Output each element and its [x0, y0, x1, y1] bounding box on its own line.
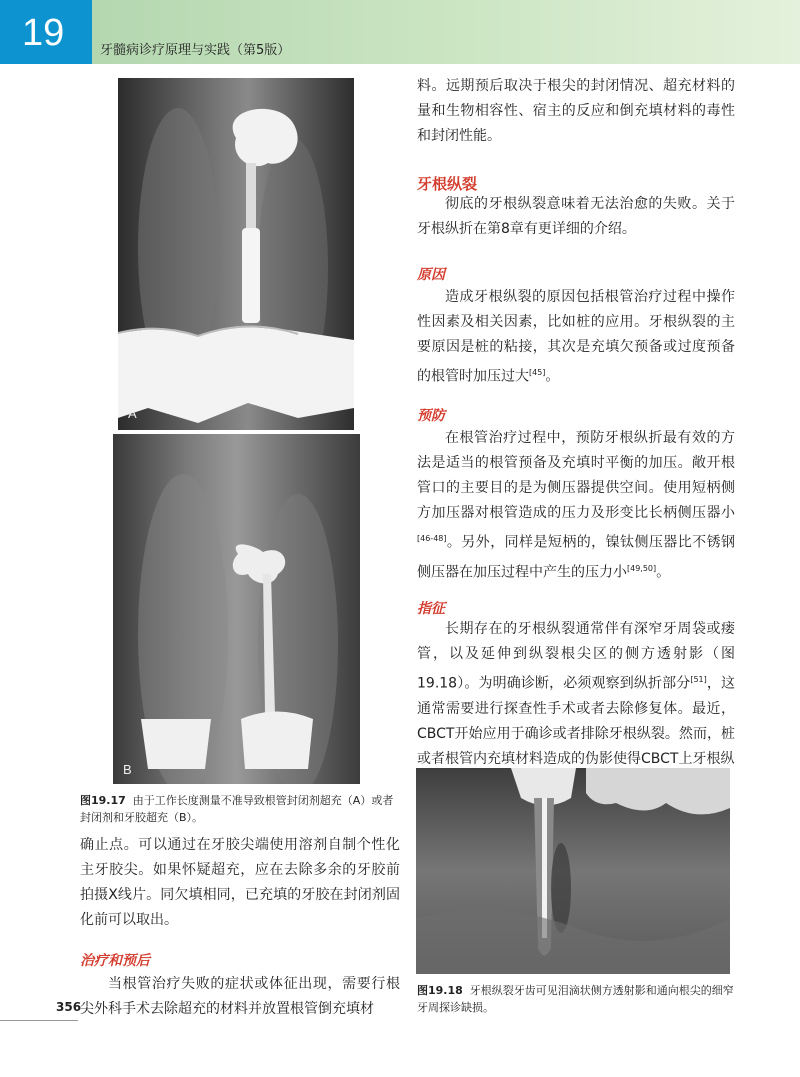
figure-label-a: A — [128, 406, 137, 421]
caption-number-2: 图19.18 — [417, 984, 463, 997]
left-paragraph-1: 确止点。可以通过在牙胶尖端使用溶剂自制个性化主牙胶尖。如果怀疑超充，应在去除多余的牙胶前拍摄X线片。同欠填相同，已充填的牙胶在封闭剂固化前可以取出。 — [80, 837, 400, 928]
page-number: 356 — [56, 1000, 82, 1014]
chapter-number: 19 — [22, 12, 65, 54]
xray-image-b — [113, 434, 360, 784]
figure-label-b: B — [123, 762, 132, 777]
heading-treatment-prognosis: 治疗和预后 — [80, 953, 150, 969]
caption-text: 由于工作长度测量不准导致根管封闭剂超充（A）或者封闭剂和牙胶超充（B）。 — [80, 794, 394, 824]
paragraph-cause: 造成牙根纵裂的原因包括根管治疗过程中操作性因素及相关因素，比如桩的应用。牙根纵裂的主要原因是桩的粘接，其次是充填欠预备或过度预备的根管时加压过大[45]。 — [417, 289, 735, 385]
page-header — [0, 0, 800, 64]
paragraph-prevention: 在根管治疗过程中，预防牙根纵折最有效的方法是适当的根管预备及充填时平衡的加压。敞开根管口的主要目的是为侧压器提供空间。使用短柄侧方加压器对根管造成的压力及形变比长柄侧压器小[46-48]。另外，同样是短柄的，镍钛侧压器比不锈钢侧压器在加压过程中产生的压力小[49,50]。 — [417, 430, 735, 581]
xray-a-graphic — [118, 78, 354, 430]
figure-19-18-caption — [417, 982, 737, 1016]
ref-prevention-b: [49,50] — [627, 563, 657, 573]
subheading-cause: 原因 — [417, 267, 445, 283]
paragraph-prevention-a: 在根管治疗过程中，预防牙根纵折最有效的方法是适当的根管预备及充填时平衡的加压。敞开根管口的主要目的是为侧压器提供空间。使用短柄侧方加压器对根管造成的压力及形变比长柄侧压器小 — [417, 430, 735, 521]
left-paragraph-2 — [80, 972, 400, 1022]
paragraph-cause-text: 造成牙根纵裂的原因包括根管治疗过程中操作性因素及相关因素，比如桩的应用。牙根纵裂的主要原因是桩的粘接，其次是充填欠预备或过度预备的根管时加压过大 — [417, 289, 735, 385]
caption-text-2: 牙根纵裂牙齿可见泪滴状侧方透射影和通向根尖的细窄牙周探诊缺损。 — [417, 984, 734, 1014]
ref-prevention-a: [46-48] — [417, 534, 447, 543]
subheading-prevention: 预防 — [417, 408, 445, 424]
right-paragraph-0: 料。远期预后取决于根尖的封闭情况、超充材料的量和生物相容性、宿主的反应和倒充填材料的毒性和封闭性能。 — [417, 78, 735, 144]
book-title: 牙髓病诊疗原理与实践（第5版） — [100, 43, 291, 58]
xray-19-18-graphic — [416, 768, 730, 974]
paragraph-indication — [417, 617, 735, 772]
ref-cause: [45] — [529, 368, 546, 377]
left-paragraph-2-text: 当根管治疗失败的症状或体征出现，需要行根尖外科手术去除超充的材料并放置根管倒充填材 — [80, 976, 400, 1017]
page-footer-rule — [0, 1020, 78, 1021]
xray-b-graphic — [113, 434, 360, 784]
figure-19-17-caption — [80, 792, 400, 826]
xray-image-a — [118, 78, 354, 430]
subheading-indication: 指征 — [417, 601, 445, 617]
section-heading-vertical-root-fracture: 牙根纵裂 — [417, 175, 478, 193]
paragraph-prevention-b: 。另外，同样是短柄的，镍钛侧压器比不锈钢侧压器在加压过程中产生的压力小 — [417, 534, 735, 581]
paragraph-indication-b: ，这通常需要进行探查性手术或者去除修复体。最近，CBCT开始应用于确诊或者排除牙根纵裂。然而，桩或者根管内充填材料造成的伪影使得CBCT上牙根纵 — [417, 675, 735, 767]
paragraph-indication-a: 长期存在的牙根纵裂通常伴有深窄牙周袋或瘘管，以及延伸到纵裂根尖区的侧方透射影（图19.18）。为明确诊断，必须观察到纵折部分 — [417, 621, 735, 692]
ref-indication: [51] — [690, 675, 707, 684]
paragraph-intro: 彻底的牙根纵裂意味着无法治愈的失败。关于牙根纵折在第8章有更详细的介绍。 — [417, 196, 735, 237]
xray-image-19-18 — [416, 768, 730, 974]
caption-number: 图19.17 — [80, 794, 126, 807]
